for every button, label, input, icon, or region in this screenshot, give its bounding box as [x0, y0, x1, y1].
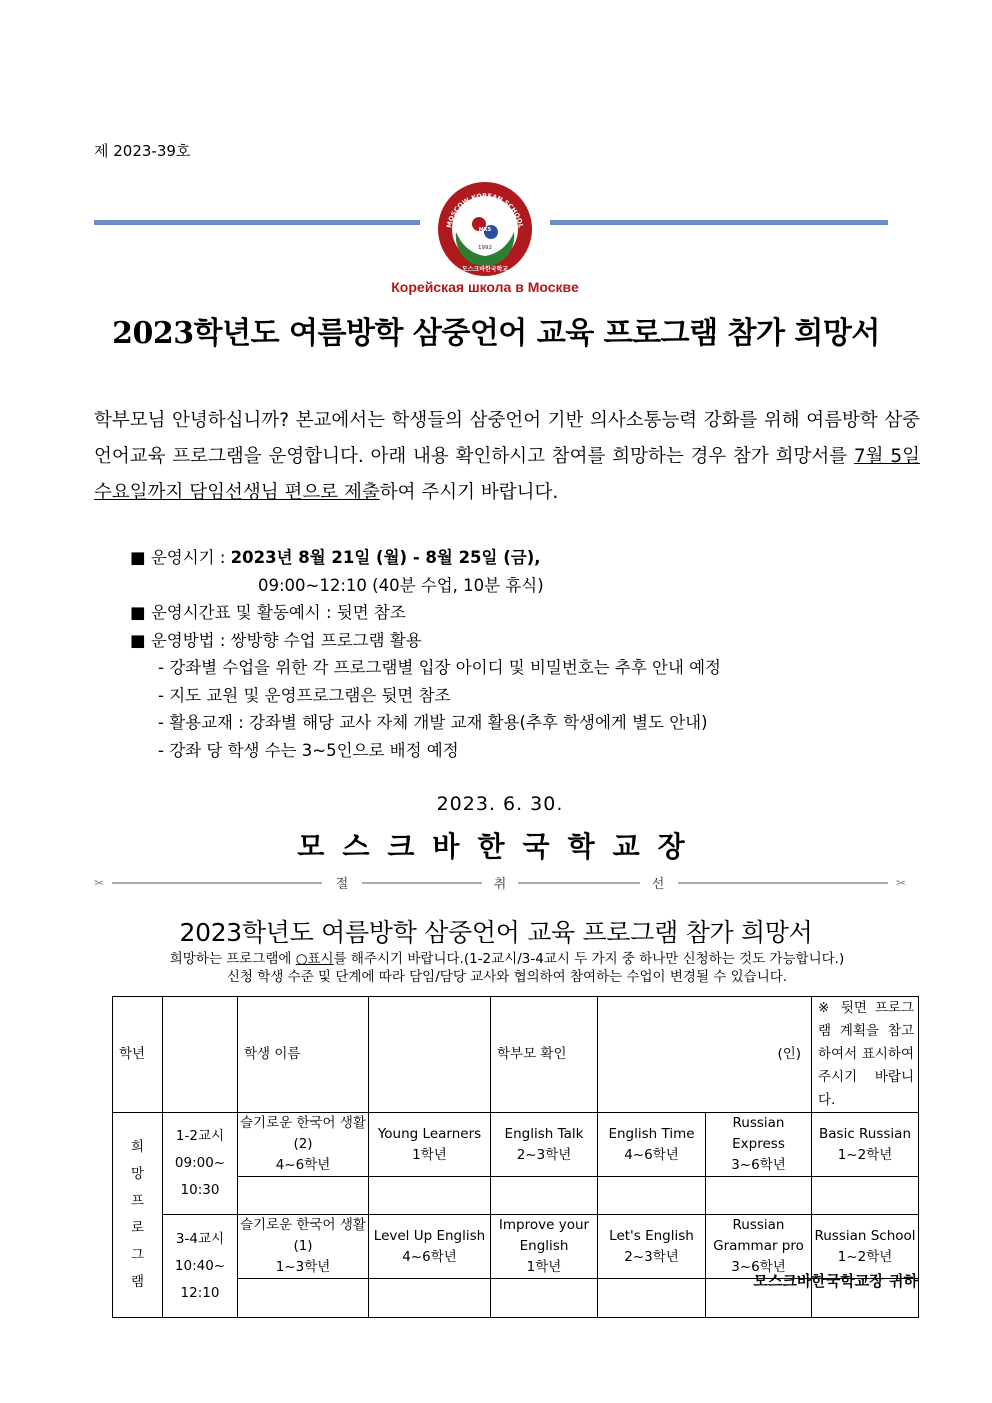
course-cell: Russian Grammar pro 3~6학년: [706, 1215, 812, 1279]
course-cell: 슬기로운 한국어 생활(1) 1~3학년: [238, 1215, 369, 1279]
detail-sub-item: - 활용교재 : 강좌별 해당 교사 자체 개발 교재 활용(추후 학생에게 별도 안내): [158, 713, 708, 732]
intro-text: 학부모님 안녕하십니까? 본교에서는 학생들의 삼중언어 기반 의사소통능력 강화를 위해 여름방학 삼중언어교육 프로그램을 운영합니다. 아래 내용 확인하시고 참여를 희망하는 경우 참가 희망서를: [94, 410, 920, 467]
details-list: [130, 544, 930, 764]
course-cell: 슬기로운 한국어 생활(2) 4~6학년: [238, 1113, 369, 1177]
intro-text-end: 하여 주시기 바랍니다.: [379, 482, 559, 503]
course-selection-field[interactable]: [812, 1177, 919, 1215]
cut-label-3: 선: [651, 877, 665, 892]
detail-period: ■ 운영시기 : 2023년 8월 21일 (월) - 8월 25일 (금),: [130, 548, 541, 567]
course-selection-field[interactable]: [238, 1177, 369, 1215]
scissors-icon: ✂: [895, 876, 906, 890]
course-cell: Russian School 1~2학년: [812, 1215, 919, 1279]
detail-sub-item: - 지도 교원 및 운영프로그램은 뒷면 참조: [158, 685, 451, 705]
detail-sub-item: - 강좌별 수업을 위한 각 프로그램별 입장 아이디 및 비밀번호는 추후 안내 예정: [158, 658, 722, 677]
student-name-label: 학생 이름: [238, 997, 369, 1113]
footer-addressee: 모스크바한국학교장 귀하: [753, 1272, 918, 1290]
detail-sub-item: - 강좌 당 학생 수는 3~5인으로 배정 예정: [158, 740, 459, 760]
period-2-label: 3-4교시 10:40~ 12:10: [163, 1215, 238, 1318]
cut-line: [94, 874, 906, 892]
form-note-line1: 희망하는 프로그램에 ○표시를 해주시기 바랍니다.(1-2교시/3-4교시 두 가지 중 하나만 신청하는 것도 가능합니다.): [169, 951, 845, 967]
course-cell: English Time 4~6학년: [598, 1113, 706, 1177]
course-selection-field[interactable]: [706, 1177, 812, 1215]
logo-ring-text: MOSCOW KOREAN SCHOOL: [445, 191, 525, 229]
intro-paragraph: [94, 403, 920, 511]
course-selection-field[interactable]: [491, 1177, 598, 1215]
course-cell: Level Up English 4~6학년: [369, 1215, 491, 1279]
cut-label-2: 취: [493, 877, 507, 892]
detail-method: ■ 운영방법 : 쌍방향 수업 프로그램 활용: [130, 630, 422, 650]
intro-deadline: 7월 5일 수요일까지 담임선생님 편으로 제출: [94, 446, 920, 503]
course-cell: Young Learners 1학년: [369, 1113, 491, 1177]
course-selection-field[interactable]: [369, 1279, 491, 1318]
detail-timetable: ■ 운영시간표 및 활동예시 : 뒷면 참조: [130, 603, 406, 622]
header-line-left: [94, 220, 420, 225]
logo-year: 1992: [478, 245, 492, 251]
grade-field[interactable]: [163, 997, 238, 1113]
form-title: 2023학년도 여름방학 삼중언어 교육 프로그램 참가 희망서: [179, 918, 813, 947]
parent-seal-field[interactable]: (인): [598, 997, 812, 1113]
school-logo: [436, 180, 534, 278]
document-number: 제 2023-39호: [94, 142, 191, 160]
principal-signature: 모스크바한국학교장: [297, 830, 703, 863]
course-selection-field[interactable]: [491, 1279, 598, 1318]
cut-label-1: 절: [335, 877, 349, 892]
school-name-russian: Корейская школа в Москве: [391, 279, 579, 295]
issue-date: 2023. 6. 30.: [436, 793, 564, 815]
detail-time: 09:00~12:10 (40분 수업, 10분 휴식): [258, 575, 544, 595]
logo-emblem: MKS: [478, 227, 492, 233]
course-selection-field[interactable]: [238, 1279, 369, 1318]
header-line-right: [550, 220, 888, 225]
course-cell: Basic Russian 1~2학년: [812, 1113, 919, 1177]
form-note-line2: 신청 학생 수준 및 단계에 따라 담임/담당 교사와 협의하여 참여하는 수업이 변경될 수 있습니다.: [226, 969, 788, 985]
course-selection-field[interactable]: [598, 1177, 706, 1215]
student-name-field[interactable]: [369, 997, 491, 1113]
scissors-icon: ✂: [94, 876, 105, 890]
form-note: [94, 950, 920, 986]
course-cell: Improve your English 1학년: [491, 1215, 598, 1279]
parent-check-label: 학부모 확인: [491, 997, 598, 1113]
form-remark: ※ 뒷면 프로그램 계획을 참고하여서 표시하여 주시기 바랍니다.: [812, 997, 919, 1113]
page-title: 2023학년도 여름방학 삼중언어 교육 프로그램 참가 희망서: [112, 316, 880, 351]
course-cell: English Talk 2~3학년: [491, 1113, 598, 1177]
logo-ribbon: 모스크바한국학교: [461, 266, 509, 273]
grade-label: 학년: [113, 997, 163, 1113]
course-cell: Russian Express 3~6학년: [706, 1113, 812, 1177]
period-1-label: 1-2교시 09:00~ 10:30: [163, 1113, 238, 1215]
program-label: 희망 프로 그램: [113, 1113, 163, 1318]
course-selection-field[interactable]: [369, 1177, 491, 1215]
course-cell: Let's English 2~3학년: [598, 1215, 706, 1279]
